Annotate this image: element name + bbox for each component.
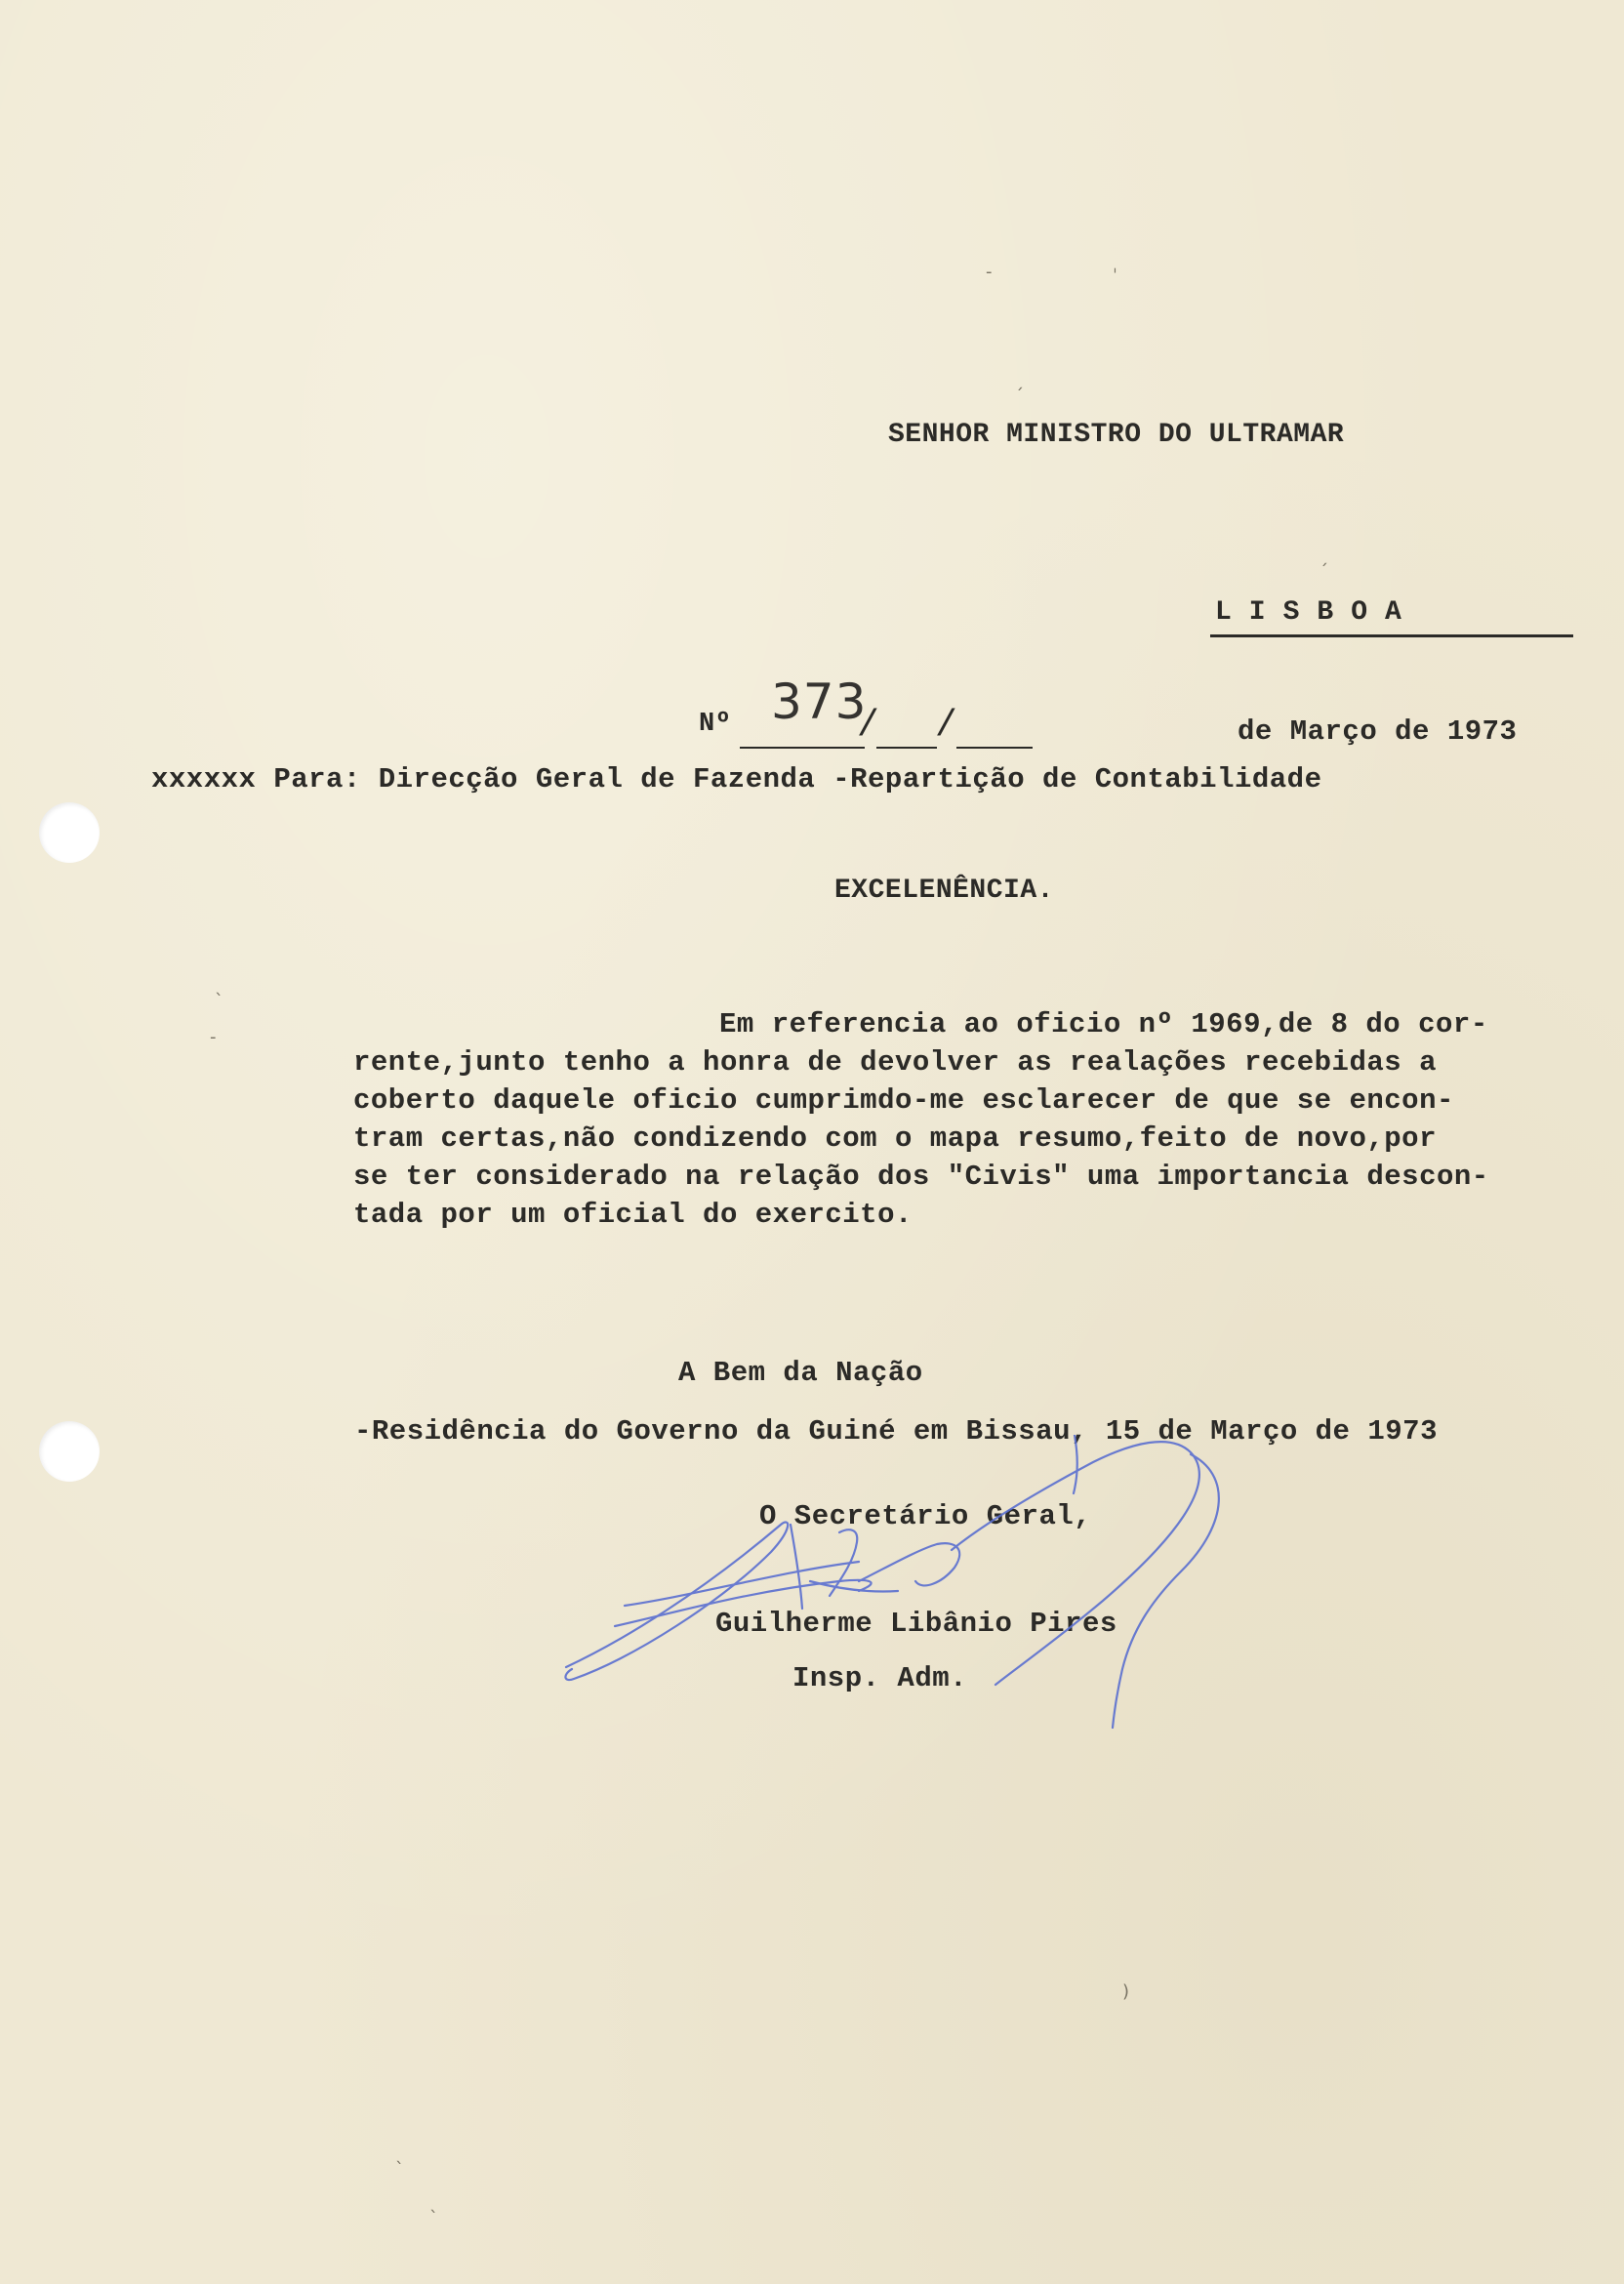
paper-mark: ˏ (1015, 371, 1024, 391)
reference-number-value: 373 (771, 673, 868, 730)
closing-formula: A Bem da Nação (678, 1357, 923, 1389)
reference-number-line (876, 747, 937, 749)
addressee-line: xxxxxx Para: Direcção Geral de Fazenda -Repartição de Contabilidade (151, 763, 1322, 795)
paper-mark: ˎ (215, 976, 223, 997)
reference-number-label: Nº (699, 710, 732, 739)
reference-number-line (956, 747, 1033, 749)
body-line: tram certas,não condizendo com o mapa resumo,feito de novo,por (353, 1122, 1437, 1155)
paper-mark: - (210, 1027, 217, 1047)
recipient-heading: SENHOR MINISTRO DO ULTRAMAR (888, 420, 1345, 450)
salutation: EXCELENÊNCIA. (834, 876, 1054, 906)
city-heading: LISBOA (1215, 597, 1419, 628)
reference-number-slash: / (935, 705, 958, 747)
body-line: coberto daquele oficio cumprimdo-me esclarecer de que se encon- (353, 1084, 1454, 1117)
paper-mark: ˊ (1320, 561, 1328, 582)
paper-mark: ‐ (986, 262, 993, 282)
punch-hole-top (39, 802, 100, 863)
signer-role: Insp. Adm. (792, 1662, 968, 1694)
reference-number-slash: / (857, 705, 880, 747)
reference-number-line (740, 747, 865, 749)
paper-mark: ˋ (429, 2208, 438, 2228)
handwritten-signature (547, 1435, 1308, 1767)
body-line: tada por um oficial do exercito. (353, 1199, 913, 1231)
body-line: rente,junto tenho a honra de devolver as realações recebidas a (353, 1046, 1437, 1079)
body-line: se ter considerado na relação dos "Civis" uma importancia descon- (353, 1161, 1489, 1193)
letter-date: de Março de 1973 (1238, 715, 1518, 748)
body-line: Em referencia ao oficio nº 1969,de 8 do cor- (719, 1008, 1488, 1040)
paper-mark: ) (1122, 1981, 1130, 2002)
paper-mark: ˈ (1113, 265, 1117, 286)
paper-mark: ˋ (395, 2159, 404, 2180)
signer-name: Guilherme Libânio Pires (715, 1608, 1117, 1640)
signer-title: O Secretário Geral, (759, 1500, 1092, 1532)
place-and-date: -Residência do Governo da Guiné em Bissau, 15 de Março de 1973 (354, 1415, 1438, 1448)
punch-hole-bottom (39, 1421, 100, 1482)
city-underline (1210, 634, 1573, 637)
